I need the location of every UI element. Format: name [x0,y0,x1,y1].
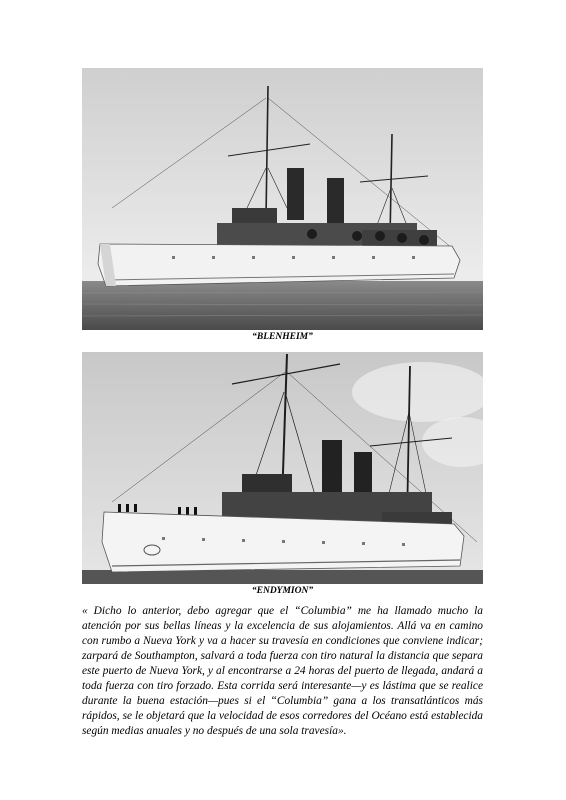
figure-caption: “BLENHEIM” [252,332,313,342]
ship-illustration-blenheim [82,68,483,330]
ship-illustration-endymion [82,352,483,584]
photo-endymion [82,352,483,584]
body-paragraph: « Dicho lo anterior, debo agregar que el “Columbia” me ha llamado mucho la atención por sus bellas líneas y la excelencia de sus alojamientos. Allá va en camino con rumbo a Nueva York y va a hacer su travesía en condiciones que conviene indicar; zarpará de Southampton, salvará a toda fuerza con tiro natural la distancia que separa este puerto de Nueva York, y al encontrarse a 24 horas del puerto de llegada, andará a toda fuerza con tiro forzado. Esta corrida será interesante—y es lástima que se realice durante la buena estación—pues si el “Columbia” gana a los transatlánticos más rápidos, se le objetará que la velocidad de esos corredores del Océano está establecida según medias anuales y no después de una sola travesía». [82,605,483,737]
figure-caption: “ENDYMION” [251,586,314,596]
photo-blenheim [82,68,483,330]
